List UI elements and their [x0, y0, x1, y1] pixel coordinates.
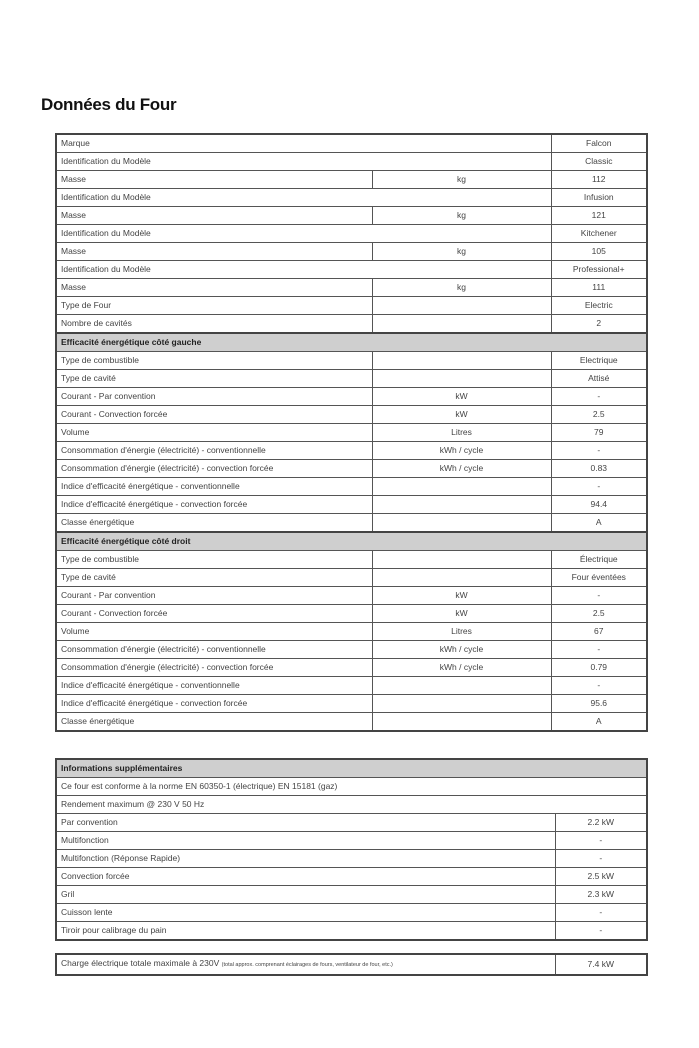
row-label: Par convention [56, 814, 555, 832]
table-row [56, 587, 647, 605]
row-value: Professional+ [551, 261, 647, 279]
table-row [56, 496, 647, 514]
row-label: Masse [56, 207, 372, 225]
section-heading: Informations supplémentaires [56, 759, 647, 778]
total-label-text: Charge électrique totale maximale à 230V [61, 958, 220, 968]
row-value: 2.5 kW [555, 868, 647, 886]
table-row [56, 297, 647, 315]
note-text: Ce four est conforme à la norme EN 60350-1 (électrique) EN 15181 (gaz) [56, 778, 647, 796]
row-unit: kWh / cycle [372, 659, 551, 677]
table-row [56, 886, 647, 904]
row-label: Volume [56, 424, 372, 442]
row-label: Identification du Modèle [56, 225, 551, 243]
row-value: - [555, 832, 647, 850]
row-label: Multifonction [56, 832, 555, 850]
table-row [56, 478, 647, 496]
row-label: Identification du Modèle [56, 153, 551, 171]
row-label: Type de cavité [56, 569, 372, 587]
row-value: Kitchener [551, 225, 647, 243]
row-label: Tiroir pour calibrage du pain [56, 922, 555, 941]
row-value: 2 [551, 315, 647, 334]
row-label: Multifonction (Réponse Rapide) [56, 850, 555, 868]
row-label: Courant - Convection forcée [56, 406, 372, 424]
row-value: Infusion [551, 189, 647, 207]
row-value: - [551, 587, 647, 605]
row-value: - [555, 922, 647, 941]
row-label: Consommation d'énergie (électricité) - conventionnelle [56, 641, 372, 659]
total-load-value: 7.4 kW [555, 954, 647, 975]
table-row [56, 243, 647, 261]
page-title: Données du Four [41, 95, 177, 114]
row-unit [372, 496, 551, 514]
table-row [56, 551, 647, 569]
row-unit: kWh / cycle [372, 442, 551, 460]
row-unit: kg [372, 207, 551, 225]
row-unit: kWh / cycle [372, 641, 551, 659]
row-label: Masse [56, 279, 372, 297]
row-unit: kg [372, 279, 551, 297]
row-label: Masse [56, 243, 372, 261]
row-value: - [551, 677, 647, 695]
section-heading: Efficacité énergétique côté droit [56, 532, 647, 551]
row-value: Falcon [551, 134, 647, 153]
row-label: Consommation d'énergie (électricité) - conventionnelle [56, 442, 372, 460]
row-label: Marque [56, 134, 551, 153]
additional-info-table [55, 758, 648, 941]
row-label: Convection forcée [56, 868, 555, 886]
table-row [56, 832, 647, 850]
row-label: Identification du Modèle [56, 261, 551, 279]
note-row [56, 778, 647, 796]
row-value: 95.6 [551, 695, 647, 713]
table-row [56, 261, 647, 279]
row-value: 121 [551, 207, 647, 225]
row-unit: kW [372, 406, 551, 424]
table-row [56, 695, 647, 713]
section-header [56, 759, 647, 778]
row-label: Masse [56, 171, 372, 189]
row-unit: kg [372, 243, 551, 261]
row-unit [372, 352, 551, 370]
row-unit: Litres [372, 424, 551, 442]
section-header [56, 532, 647, 551]
row-value: - [551, 641, 647, 659]
row-value: - [555, 850, 647, 868]
row-value: - [551, 442, 647, 460]
table-row [56, 171, 647, 189]
row-unit: Litres [372, 623, 551, 641]
note-text: Rendement maximum @ 230 V 50 Hz [56, 796, 647, 814]
row-unit [372, 370, 551, 388]
total-load-table [55, 953, 648, 976]
row-label: Volume [56, 623, 372, 641]
row-unit: kW [372, 388, 551, 406]
row-unit: kW [372, 587, 551, 605]
row-value: 112 [551, 171, 647, 189]
row-value: - [551, 478, 647, 496]
row-label: Indice d'efficacité énergétique - convection forcée [56, 695, 372, 713]
row-value: 79 [551, 424, 647, 442]
row-value: 2.5 [551, 605, 647, 623]
row-label: Indice d'efficacité énergétique - convection forcée [56, 496, 372, 514]
table-row [56, 850, 647, 868]
table-row [56, 352, 647, 370]
table-row [56, 623, 647, 641]
total-note-text: (total approx. comprenant éclairages de fours, ventilateur de four, etc.) [221, 962, 393, 968]
row-value: 111 [551, 279, 647, 297]
row-value: Classic [551, 153, 647, 171]
row-label: Type de cavité [56, 370, 372, 388]
table-row [56, 225, 647, 243]
row-value: 67 [551, 623, 647, 641]
row-unit [372, 677, 551, 695]
row-label: Courant - Par convention [56, 587, 372, 605]
row-label: Classe énergétique [56, 713, 372, 732]
row-unit [372, 569, 551, 587]
table-row [56, 605, 647, 623]
row-value: A [551, 713, 647, 732]
row-value: Electric [551, 297, 647, 315]
table-row [56, 514, 647, 533]
table-row [56, 659, 647, 677]
row-value: Attisé [551, 370, 647, 388]
row-value: 2.5 [551, 406, 647, 424]
table-row [56, 279, 647, 297]
section-header [56, 333, 647, 352]
note-row [56, 796, 647, 814]
row-unit [372, 514, 551, 533]
row-unit [372, 297, 551, 315]
row-value: 0.79 [551, 659, 647, 677]
row-label: Consommation d'énergie (électricité) - convection forcée [56, 659, 372, 677]
row-value: 2.3 kW [555, 886, 647, 904]
row-value: 2.2 kW [555, 814, 647, 832]
table-row [56, 904, 647, 922]
table-row [56, 134, 647, 153]
table-row [56, 641, 647, 659]
table-row [56, 207, 647, 225]
row-value: Électrique [551, 551, 647, 569]
row-unit [372, 315, 551, 334]
row-value: - [555, 904, 647, 922]
table-row [56, 406, 647, 424]
table-row [56, 189, 647, 207]
table-row [56, 677, 647, 695]
table-row [56, 424, 647, 442]
total-load-label [56, 954, 555, 975]
row-unit [372, 551, 551, 569]
row-value: Electrique [551, 352, 647, 370]
row-unit [372, 478, 551, 496]
row-label: Consommation d'énergie (électricité) - convection forcée [56, 460, 372, 478]
table-row [56, 569, 647, 587]
row-value: Four éventées [551, 569, 647, 587]
row-label: Cuisson lente [56, 904, 555, 922]
row-label: Classe énergétique [56, 514, 372, 533]
table-row [56, 388, 647, 406]
total-load-row [56, 954, 647, 975]
table-row [56, 370, 647, 388]
row-value: 105 [551, 243, 647, 261]
row-label: Courant - Convection forcée [56, 605, 372, 623]
row-label: Type de combustible [56, 551, 372, 569]
table-row [56, 315, 647, 334]
table-row [56, 442, 647, 460]
table-row [56, 460, 647, 478]
table-row [56, 814, 647, 832]
row-value: A [551, 514, 647, 533]
table-row [56, 922, 647, 941]
table-row [56, 153, 647, 171]
row-label: Type de combustible [56, 352, 372, 370]
row-unit: kW [372, 605, 551, 623]
row-unit: kg [372, 171, 551, 189]
table-row [56, 713, 647, 732]
row-unit [372, 695, 551, 713]
row-value: - [551, 388, 647, 406]
row-value: 94.4 [551, 496, 647, 514]
row-label: Identification du Modèle [56, 189, 551, 207]
row-label: Courant - Par convention [56, 388, 372, 406]
section-heading: Efficacité énergétique côté gauche [56, 333, 647, 352]
row-unit: kWh / cycle [372, 460, 551, 478]
row-value: 0.83 [551, 460, 647, 478]
row-label: Gril [56, 886, 555, 904]
row-label: Nombre de cavités [56, 315, 372, 334]
table-row [56, 868, 647, 886]
row-label: Indice d'efficacité énergétique - conventionnelle [56, 677, 372, 695]
row-unit [372, 713, 551, 732]
row-label: Type de Four [56, 297, 372, 315]
oven-data-table [55, 133, 648, 732]
row-label: Indice d'efficacité énergétique - conventionnelle [56, 478, 372, 496]
